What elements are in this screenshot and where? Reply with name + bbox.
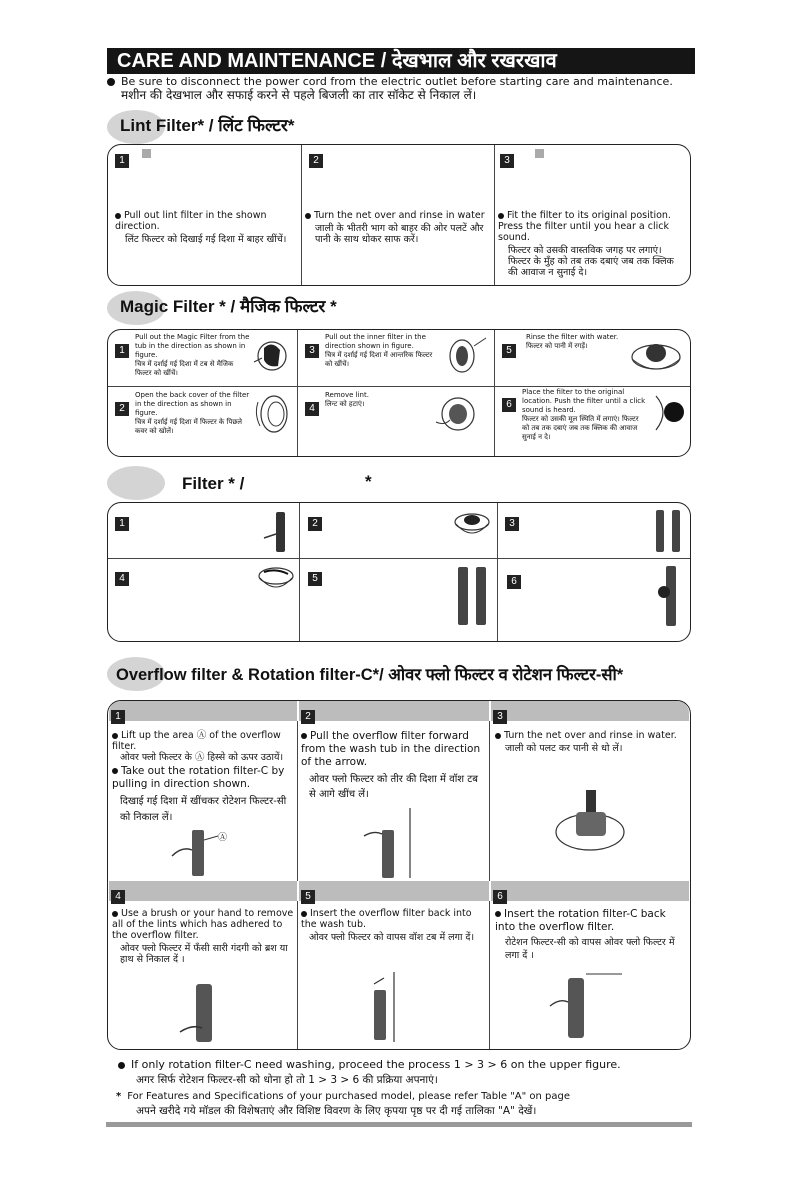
footer-note-2-hi: अपने खरीदे गये मॉडल की विशेषताएं और विशिष्ट विवरण के लिए कृपया पृष्ठ पर दी गई तालिका "A" देखें। bbox=[136, 1105, 537, 1117]
magic-step-5-illustration bbox=[626, 333, 686, 381]
overflow-step-4-number: 4 bbox=[111, 890, 125, 904]
filter-3-step-5-illustration bbox=[452, 563, 492, 633]
lint-step-1-number: 1 bbox=[115, 148, 129, 168]
lint-step-1-text: Pull out lint filter in the shown direction. लिंट फिल्टर को दिखाई गई दिशा में बाहर खींचें। bbox=[115, 210, 287, 245]
magic-step-3-number: 3 bbox=[305, 344, 319, 358]
lint-filter-title: Lint Filter* / लिंट फिल्टर* bbox=[120, 116, 295, 135]
magic-step-6-text: Place the filter to the original location. Push the filter until a click sound is heard. फिल्टर को उसकी मूल स्थिति में लगाएं। फिल्टर को तब तक दबाएं जब तक क्लिक की आवाज सुनाई न दे। bbox=[522, 388, 646, 441]
overflow-filter-title: Overflow filter & Rotation filter-C*/ ओवर फ्लो फिल्टर व रोटेशन फिल्टर-सी* bbox=[116, 666, 624, 684]
filter-3-step-5-number: 5 bbox=[308, 572, 322, 586]
lint-step-3-number: 3 bbox=[500, 148, 514, 168]
magic-step-2-text: Open the back cover of the filter in the direction as shown in figure. चित्र में दर्शाई गई दिशा में फिल्टर के पिछले कवर को खोलें। bbox=[135, 391, 250, 435]
lint-step-2-text: Turn the net over and rinse in water जाली के भीतरी भाग को बाहर की ओर पलटें और पानी के साथ धोकर साफ करें। bbox=[305, 210, 493, 245]
overflow-step-6-illustration bbox=[546, 970, 626, 1046]
magic-step-1-text: Pull out the Magic Filter from the tub in the direction as shown in figure. चित्र में दर्शाई गई दिशा में टब से मैजिक फिल्टर को खींचें। bbox=[135, 333, 250, 377]
overflow-step-1-number: 1 bbox=[111, 710, 125, 724]
footer-note-1: If only rotation filter-C need washing, proceed the process 1 > 3 > 6 on the upper figure. bbox=[118, 1058, 698, 1072]
magic-step-5-number: 5 bbox=[502, 344, 516, 358]
lint-step-2-number: 2 bbox=[309, 148, 323, 168]
overflow-step-4-text: Use a brush or your hand to remove all of the lints which has adhered to the overflow filter. ओवर फ्लो फिल्टर में फँसी सारी गंदगी को ब्रश या हाथ से निकाल दें । bbox=[112, 908, 294, 965]
bullet-icon bbox=[107, 78, 115, 86]
overflow-step-5-number: 5 bbox=[301, 890, 315, 904]
overflow-step-3-number: 3 bbox=[493, 710, 507, 724]
overflow-step-2-number: 2 bbox=[301, 710, 315, 724]
page-title: CARE AND MAINTENANCE / देखभाल और रखरखाव bbox=[107, 48, 695, 74]
magic-filter-title: Magic Filter * / मैजिक फिल्टर * bbox=[120, 297, 337, 316]
filter-3-step-1-illustration bbox=[262, 508, 294, 556]
filter-3-heading bbox=[107, 466, 407, 500]
overflow-step-6-text: Insert the rotation filter-C back into the overflow filter. रोटेशन फिल्टर-सी को वापस ओवर फ्लो फिल्टर में लगा दें । bbox=[495, 908, 675, 961]
magic-step-4-text: Remove lint. लिन्ट को हटाएं। bbox=[325, 391, 369, 408]
magic-step-2-number: 2 bbox=[115, 402, 129, 416]
intro-en: Be sure to disconnect the power cord from the electric outlet before starting care and maintenance. bbox=[121, 75, 673, 88]
overflow-step-5-text: Insert the overflow filter back into the wash tub. ओवर फ्लो फिल्टर को वापस वॉश टब में लगा दें। bbox=[301, 908, 475, 943]
intro-hi: मशीन की देखभाल और सफाई करने से पहले बिजली का तार सॉकेट से निकाल लें। bbox=[121, 88, 477, 102]
section-oval bbox=[107, 466, 165, 500]
overflow-step-3-text: Turn the net over and rinse in water. जाली को पलट कर पानी से धो लें। bbox=[495, 730, 685, 754]
overflow-step-2-text: Pull the overflow filter forward from the wash tub in the direction of the arrow. ओवर फ्लो फिल्टर को तीर की दिशा में वॉश टब से आगे खींच लें। bbox=[301, 730, 481, 800]
overflow-step-2-illustration bbox=[360, 806, 440, 880]
filter-3-step-6-illustration bbox=[650, 564, 690, 628]
overflow-step-5-illustration bbox=[364, 970, 412, 1044]
footer-note-1-hi: अगर सिर्फ रोटेशन फिल्टर-सी को धोना हो तो 1 > 3 > 6 की प्रक्रिया अपनाएं। bbox=[136, 1074, 438, 1086]
magic-step-4-illustration bbox=[428, 388, 488, 438]
filter-3-step-2-number: 2 bbox=[308, 517, 322, 531]
lint-step-3-text: Fit the filter to its original position. Press the filter until you hear a click sound. फिल्टर को उसकी वास्तविक जगह पर लगाएं। फिल्टर के मुँह को तब तक दबाएं जब तक क्लिक की आवाज न सुनाई दे। bbox=[498, 210, 674, 278]
footer-note-2: * For Features and Specifications of your purchased model, please refer Table "A" on page bbox=[116, 1091, 571, 1102]
magic-step-2-illustration bbox=[254, 392, 294, 442]
filter-3-box bbox=[107, 502, 691, 642]
magic-step-1-illustration bbox=[250, 336, 290, 380]
filter-3-step-2-illustration bbox=[452, 508, 492, 544]
lint-filter-heading bbox=[107, 110, 407, 144]
overflow-step-1-illustration bbox=[168, 826, 248, 878]
overflow-step-4-illustration bbox=[178, 980, 234, 1048]
filter-3-step-6-number: 6 bbox=[507, 575, 521, 589]
intro-note bbox=[107, 75, 697, 88]
overflow-filter-heading bbox=[107, 657, 697, 691]
magic-step-5-text: Rinse the filter with water. फिल्टर को पानी में रगड़ें। bbox=[526, 333, 619, 350]
star-icon: * bbox=[116, 1091, 122, 1102]
overflow-step-6-number: 6 bbox=[493, 890, 507, 904]
magic-step-6-number: 6 bbox=[502, 398, 516, 412]
filter-3-step-3-illustration bbox=[650, 506, 688, 556]
filter-3-title: Filter * / bbox=[182, 474, 245, 493]
filter-3-step-4-number: 4 bbox=[115, 572, 129, 586]
filter-3-step-4-illustration bbox=[256, 562, 296, 598]
magic-step-1-number: 1 bbox=[115, 344, 129, 358]
magic-step-3-illustration bbox=[438, 334, 490, 380]
footer-divider bbox=[106, 1122, 692, 1127]
magic-filter-heading bbox=[107, 291, 427, 325]
filter-3-step-3-number: 3 bbox=[505, 517, 519, 531]
filter-3-step-1-number: 1 bbox=[115, 517, 129, 531]
magic-step-6-illustration bbox=[648, 390, 688, 436]
magic-step-4-number: 4 bbox=[305, 402, 319, 416]
overflow-step-1-text: Lift up the area Ⓐ of the overflow filter. ओवर फ्लो फिल्टर के Ⓐ हिस्से को ऊपर उठायें। Take out the rotation filter-C by pulling in direction shown. दिखाई गई दिशा में खींचकर रोटेशन फिल्टर-सी को निकाल लें। bbox=[112, 730, 287, 823]
filter-3-star: * bbox=[365, 472, 372, 491]
magic-step-3-text: Pull out the inner filter in the direction shown in figure. चित्र में दर्शाई गई दिशा में आन्तरिक फिल्टर को खींचें। bbox=[325, 333, 433, 368]
overflow-step-3-illustration bbox=[546, 786, 636, 858]
label-a: Ⓐ bbox=[218, 833, 228, 843]
